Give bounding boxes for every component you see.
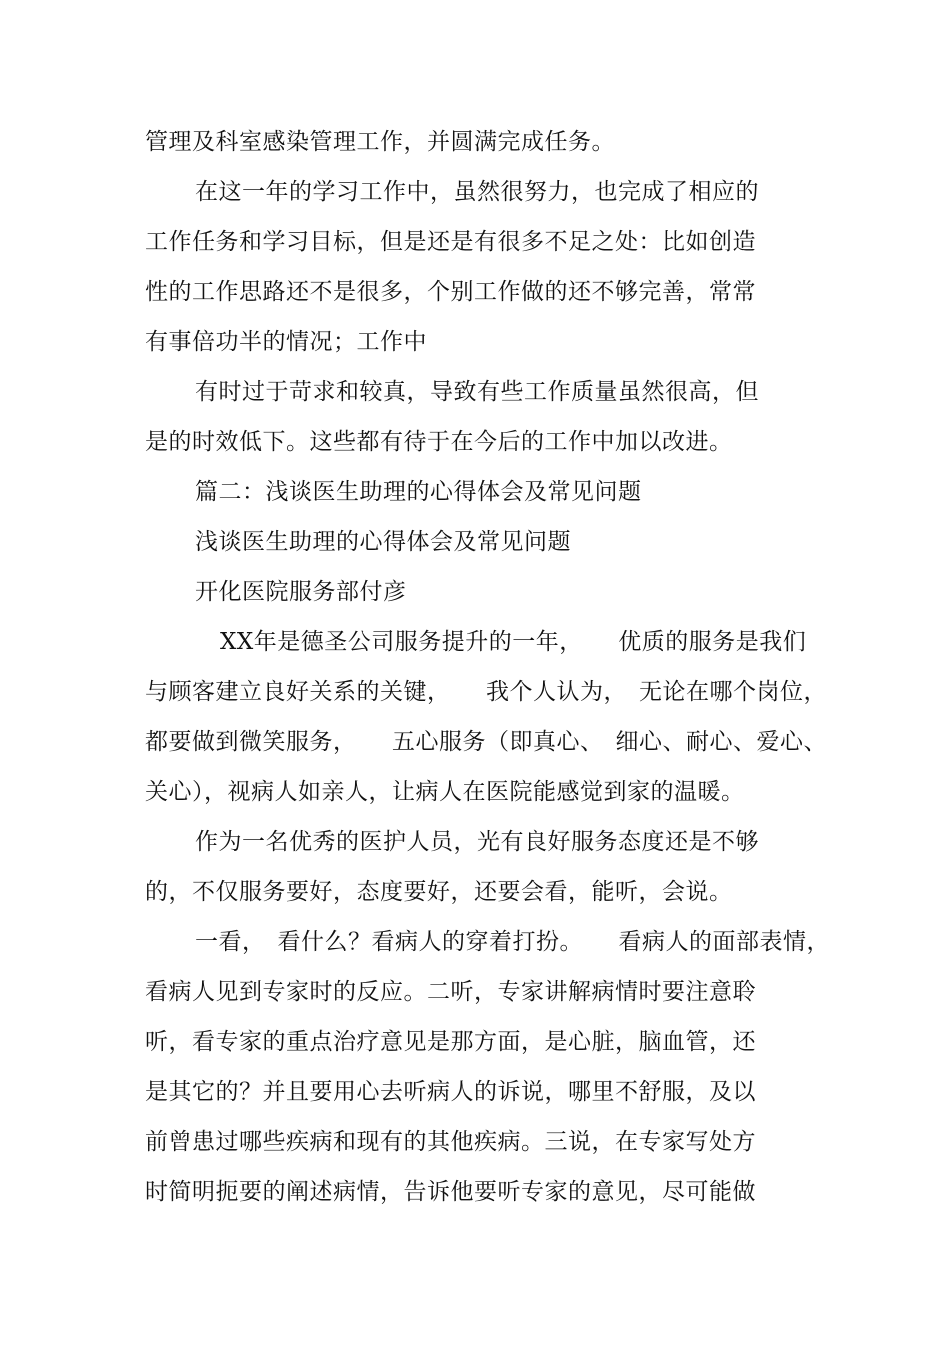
text-line: 与顾客建立良好关系的关键， 我个人认为， 无论在哪个岗位， [145, 679, 827, 705]
paragraph-start-line: 在这一年的学习工作中，虽然很努力，也完成了相应的 [195, 179, 759, 205]
paragraph-start-line: 有时过于苛求和较真，导致有些工作质量虽然很高，但 [195, 379, 759, 405]
text-line: 性的工作思路还不是很多，个别工作做的还不够完善，常常 [145, 279, 756, 305]
section-heading: 篇二：浅谈医生助理的心得体会及常见问题 [195, 479, 642, 505]
article-title: 浅谈医生助理的心得体会及常见问题 [195, 529, 571, 555]
text-line: 是其它的？并且要用心去听病人的诉说，哪里不舒服，及以 [145, 1079, 756, 1105]
paragraph-start-line: XX年是德圣公司服务提升的一年， 优质的服务是我们 [220, 629, 807, 655]
text-line: 前曾患过哪些疾病和现有的其他疾病。三说，在专家写处方 [145, 1129, 756, 1155]
text-line: 听，看专家的重点治疗意见是那方面，是心脏，脑血管，还 [145, 1029, 756, 1055]
author-line: 开化医院服务部付彦 [195, 579, 407, 605]
text-line: 有事倍功半的情况；工作中 [145, 329, 427, 355]
paragraph-start-line: 作为一名优秀的医护人员，光有良好服务态度还是不够 [195, 829, 759, 855]
text-line: 都要做到微笑服务， 五心服务（即真心、 细心、耐心、爱心、 [145, 729, 827, 755]
paragraph-start-line: 一看， 看什么？看病人的穿着打扮。 看病人的面部表情， [195, 929, 830, 955]
text-line: 是的时效低下。这些都有待于在今后的工作中加以改进。 [145, 429, 733, 455]
text-line: 管理及科室感染管理工作，并圆满完成任务。 [145, 129, 615, 155]
text-line: 时简明扼要的阐述病情，告诉他要听专家的意见，尽可能做 [145, 1179, 756, 1205]
text-line: 工作任务和学习目标，但是还是有很多不足之处：比如创造 [145, 229, 756, 255]
text-line: 关心），视病人如亲人，让病人在医院能感觉到家的温暖。 [145, 779, 745, 805]
text-line: 的，不仅服务要好，态度要好，还要会看，能听，会说。 [145, 879, 733, 905]
text-line: 看病人见到专家时的反应。二听，专家讲解病情时要注意聆 [145, 979, 756, 1005]
